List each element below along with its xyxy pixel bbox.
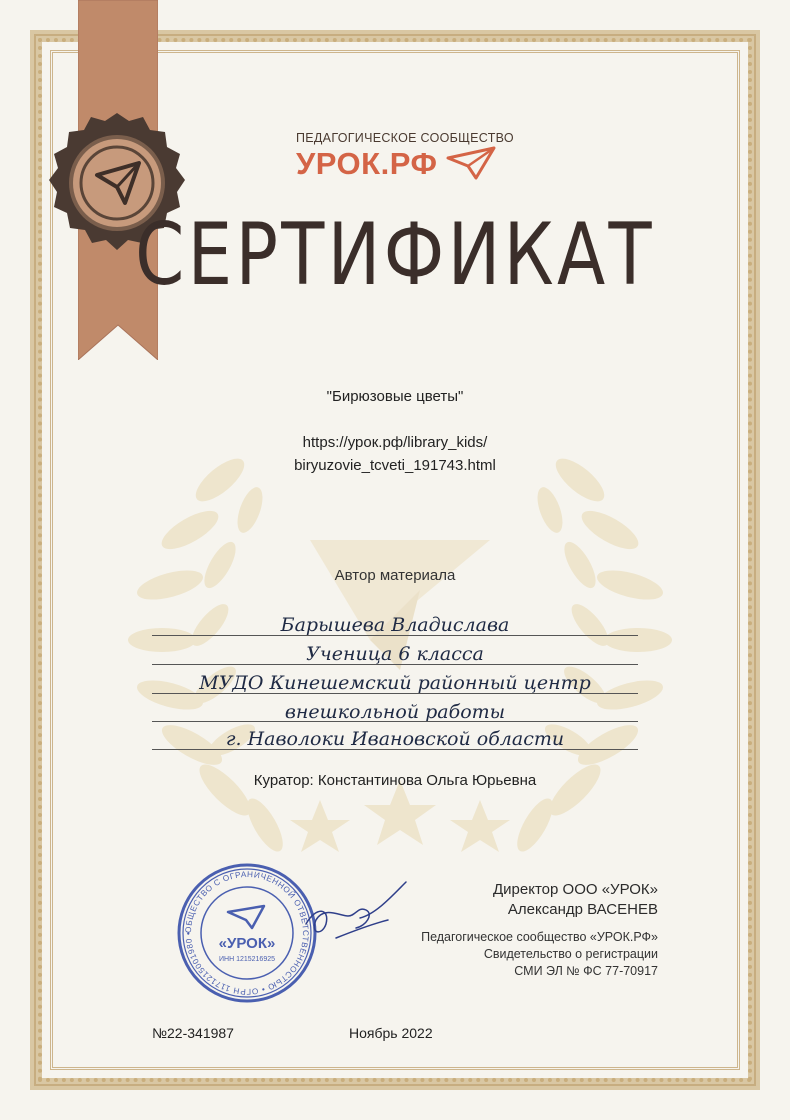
author-org-line3: г. Наволоки Ивановской области [225, 728, 565, 750]
underline [152, 693, 638, 694]
certificate-date: Ноябрь 2022 [349, 1025, 433, 1041]
underline [152, 635, 638, 636]
author-org-line1: МУДО Кинешемский районный центр [199, 672, 591, 694]
author-role: Ученица 6 класса [306, 643, 484, 665]
work-url-line2: biryuzovie_tcveti_191743.html [294, 457, 496, 474]
smi-number: СМИ ЭЛ № ФС 77-70917 [514, 964, 658, 978]
registration-label: Свидетельство о регистрации [483, 947, 658, 961]
brand-name: УРОК.РФ [296, 146, 438, 181]
director-name: Александр ВАСЕНЕВ [507, 901, 658, 918]
director-title: Директор ООО «УРОК» [493, 881, 658, 898]
stamp-ring-text: ОБЩЕСТВО С ОГРАНИЧЕННОЙ ОТВЕТСТВЕННОСТЬЮ • ОГРН 1171215001980 • [183, 869, 311, 997]
community-name: Педагогическое сообщество «УРОК.РФ» [421, 930, 658, 944]
director-signature [296, 876, 416, 946]
paper-plane-icon [446, 146, 496, 180]
stamp-center-text: «УРОК» [218, 935, 276, 952]
certificate-title: СЕРТИФИКАТ [135, 205, 655, 305]
certificate-number: №22-341987 [152, 1025, 234, 1041]
author-org-line2: внешкольной работы [284, 701, 506, 723]
underline [152, 749, 638, 750]
underline [152, 664, 638, 665]
svg-text:ОБЩЕСТВО С ОГРАНИЧЕННОЙ ОТВЕТС [184, 870, 310, 996]
work-title: "Бирюзовые цветы" [326, 388, 464, 405]
underline [152, 721, 638, 722]
author-name: Барышева Владислава [280, 614, 510, 636]
curator: Куратор: Константинова Ольга Юрьевна [253, 772, 537, 789]
brand-subtitle: ПЕДАГОГИЧЕСКОЕ СООБЩЕСТВО [296, 131, 514, 145]
stamp-inn: ИНН 1215216925 [218, 956, 276, 963]
work-url-line1: https://урок.рф/library_kids/ [302, 434, 488, 451]
author-label: Автор материала [334, 567, 456, 584]
